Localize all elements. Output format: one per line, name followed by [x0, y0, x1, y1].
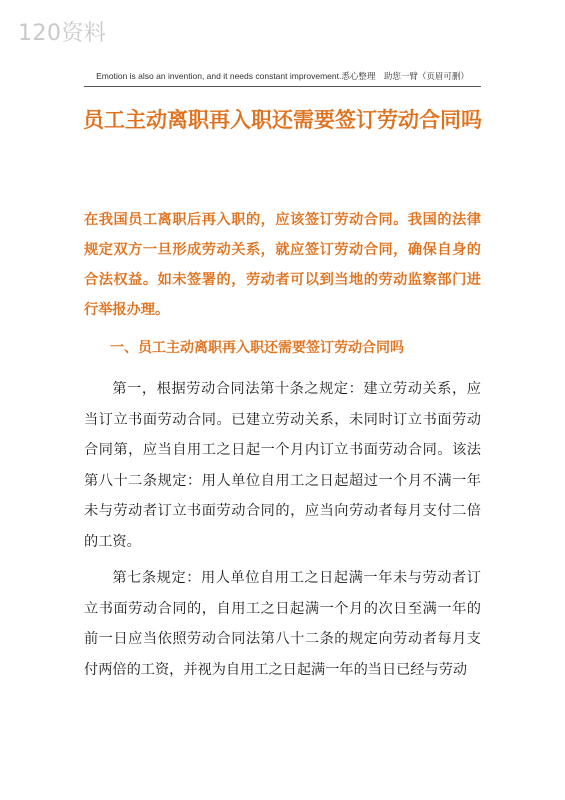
watermark-text: 120资料 — [18, 21, 107, 46]
header-divider — [84, 86, 481, 87]
section-heading: 一、员工主动离职再入职还需要签订劳动合同吗 — [110, 340, 404, 356]
intro-paragraph: 在我国员工离职后再入职的，应该签订劳动合同。我国的法律规定双方一旦形成劳动关系，就应签订劳动合同，确保自身的合法权益。如未签署的，劳动者可以到当地的劳动监察部门进行举报办理。 — [84, 212, 481, 318]
document-title: 员工主动离职再入职还需要签订劳动合同吗 — [83, 107, 482, 132]
body-paragraph-1: 第一，根据劳动合同法第十条之规定：建立劳动关系，应当订立书面劳动合同。已建立劳动关系，未同时订立书面劳动合同第，应当自用工之日起一个月内订立书面劳动合同。该法第八十二条规定：用人单位自用工之日起超过一个月不满一年未与劳动者订立书面劳动合同的，应当向劳动者每月支付二倍的工资。 — [84, 381, 481, 550]
body-paragraph-2: 第七条规定：用人单位自用工之日起满一年未与劳动者订立书面劳动合同的，自用工之日起满一个月的次日至满一年的前一日应当依照劳动合同法第八十二条的规定向劳动者每月支付两倍的工资，并视为自用工之日起满一年的当日已经与劳动 — [84, 570, 481, 678]
page-header: Emotion is also an invention, and it needs constant improvement.悉心整理 助您一臂（页眉可删） — [96, 71, 469, 81]
